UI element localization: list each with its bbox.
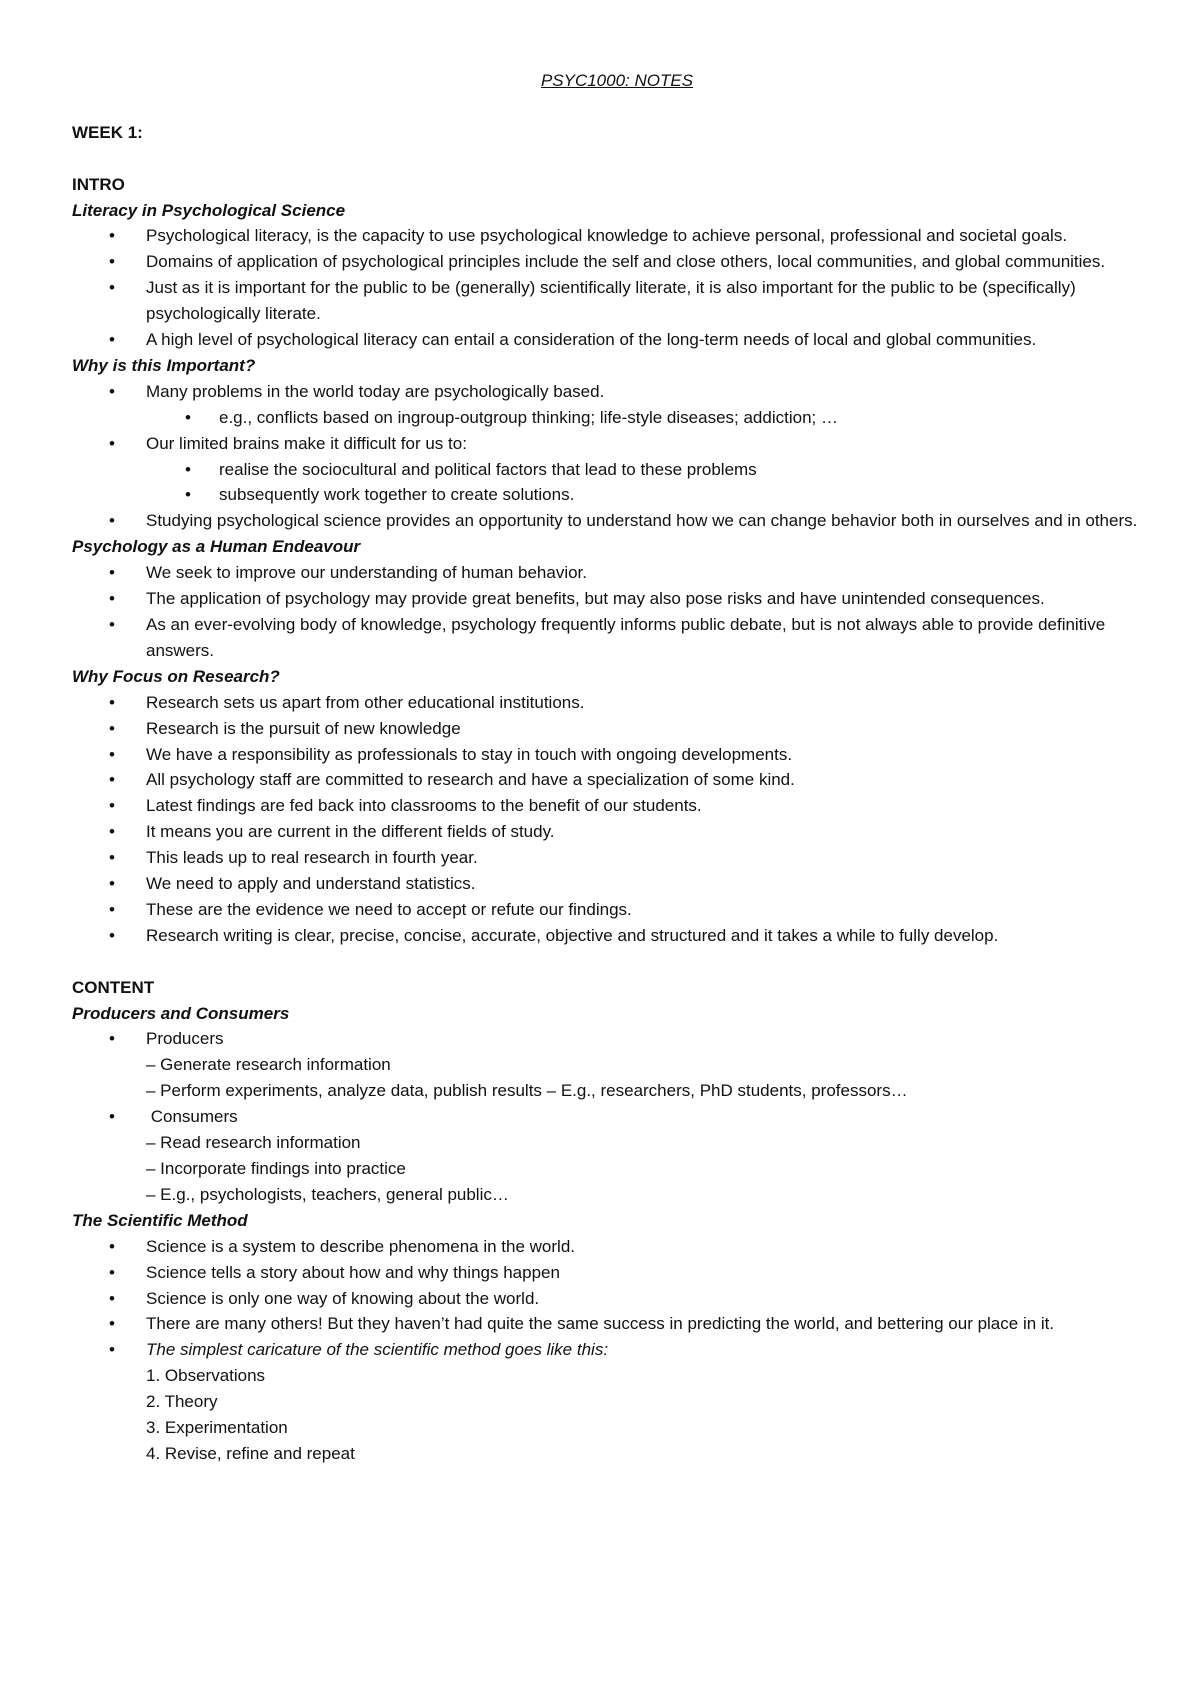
document-title: PSYC1000: NOTES [540,71,694,90]
list-item: • Science is a system to describe phenomena in the world. [72,1234,1142,1260]
producers-label: • Producers [146,1029,224,1049]
list-item [72,1337,1142,1467]
list-item: • We need to apply and understand statistics. [72,871,1142,897]
list-item: • Research sets us apart from other educational institutions. [72,690,1142,716]
research-subheading: Why Focus on Research? [72,666,280,686]
list-item: • Latest findings are fed back into classrooms to the benefit of our students. [72,793,1142,819]
consumers-label: • Consumers [146,1107,238,1127]
list-item: • Our limited brains make it difficult for us to: [72,431,1142,457]
list-item: • Research is the pursuit of new knowledge [72,716,1142,742]
list-item: • A high level of psychological literacy can entail a consideration of the long-term needs of local and global communities. [72,327,1142,353]
list-item [72,1026,1142,1104]
list-item: • It means you are current in the different fields of study. [72,819,1142,845]
sub-list-item: • subsequently work together to create solutions. [72,482,1142,508]
method-step: 2. Theory [146,1392,218,1412]
producers-detail: – Generate research information [146,1055,391,1075]
sub-list-item: • e.g., conflicts based on ingroup-outgroup thinking; life-style diseases; addiction; … [72,405,1142,431]
week-heading: WEEK 1: [72,122,143,142]
literacy-subheading: Literacy in Psychological Science [72,200,346,220]
list-item: • We seek to improve our understanding of human behavior. [72,560,1142,586]
list-item: • Science is only one way of knowing about the world. [72,1286,1142,1312]
list-item: • As an ever-evolving body of knowledge, psychology frequently informs public debate, but is not always able to provide definitive answers. [72,612,1142,664]
consumers-detail: – E.g., psychologists, teachers, general public… [146,1184,509,1204]
human-endeavour-list [72,560,1142,664]
consumers-detail: – Read research information [146,1133,361,1153]
list-item: • Domains of application of psychological principles include the self and close others, local communities, and global communities. [72,249,1142,275]
method-step: 4. Revise, refine and repeat [146,1443,355,1463]
why-important-list [72,379,1142,534]
human-endeavour-subheading: Psychology as a Human Endeavour [72,537,361,557]
list-item: • All psychology staff are committed to research and have a specialization of some kind. [72,767,1142,793]
list-item: • Many problems in the world today are psychologically based. [72,379,1142,405]
consumers-detail: – Incorporate findings into practice [146,1159,406,1179]
producers-consumers-list [72,1026,1142,1207]
list-item: • Studying psychological science provides an opportunity to understand how we can change behavior both in ourselves and in others. [72,508,1142,534]
list-item: • There are many others! But they haven’t had quite the same success in predicting the world, and bettering our place in it. [72,1311,1142,1337]
scientific-method-list [72,1234,1142,1467]
sub-list-item: • realise the sociocultural and political factors that lead to these problems [72,457,1142,483]
list-item: • This leads up to real research in fourth year. [72,845,1142,871]
list-item: • Research writing is clear, precise, concise, accurate, objective and structured and it takes a while to fully develop. [72,923,1142,949]
intro-heading: INTRO [72,174,125,194]
literacy-list [72,223,1142,353]
research-list [72,690,1142,949]
list-item: • The application of psychology may provide great benefits, but may also pose risks and have unintended consequences. [72,586,1142,612]
why-important-subheading: Why is this Important? [72,355,256,375]
list-item: • We have a responsibility as professionals to stay in touch with ongoing developments. [72,742,1142,768]
producers-detail: – Perform experiments, analyze data, publish results – E.g., researchers, PhD students, professors… [146,1081,908,1101]
content-heading: CONTENT [72,977,155,997]
list-item: • Psychological literacy, is the capacity to use psychological knowledge to achieve personal, professional and societal goals. [72,223,1142,249]
list-item [72,1104,1142,1208]
list-item: • Just as it is important for the public to be (generally) scientifically literate, it is also important for the public to be (specifically) psychologically literate. [72,275,1142,327]
producers-consumers-subheading: Producers and Consumers [72,1003,290,1023]
method-step: 1. Observations [146,1366,266,1386]
document-body [72,68,1142,1467]
list-item: • These are the evidence we need to accept or refute our findings. [72,897,1142,923]
method-step: 3. Experimentation [146,1418,288,1438]
scientific-method-subheading: The Scientific Method [72,1210,248,1230]
list-item: • Science tells a story about how and why things happen [72,1260,1142,1286]
caricature-intro: • The simplest caricature of the scientific method goes like this: [146,1340,609,1360]
